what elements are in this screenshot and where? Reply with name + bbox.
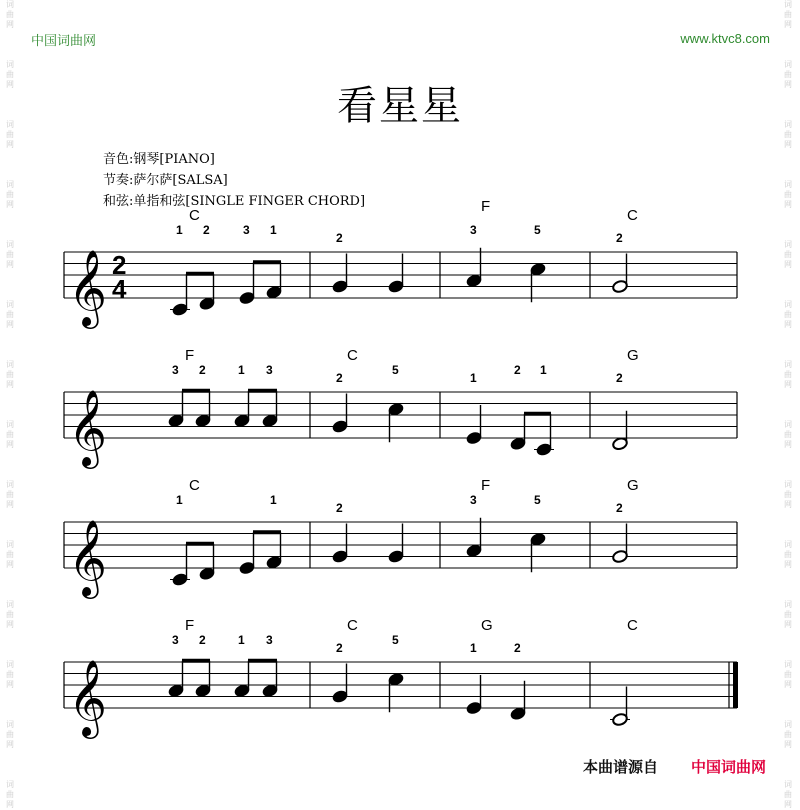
- watermark-column: 词 曲 网: [6, 0, 14, 29]
- watermark-column: 词 曲 网: [784, 480, 792, 509]
- fingering-number: 2: [616, 501, 623, 515]
- watermark-column: 词 曲 网: [6, 720, 14, 749]
- watermark-column: 词 曲 网: [784, 60, 792, 89]
- chord-symbol: C: [627, 207, 638, 224]
- fingering-number: 2: [336, 231, 343, 245]
- watermark-column: 词 曲 网: [6, 420, 14, 449]
- watermark-column: 词 曲 网: [784, 180, 792, 209]
- fingering-number: 2: [336, 371, 343, 385]
- fingering-number: 2: [336, 501, 343, 515]
- fingering-number: 3: [266, 633, 273, 647]
- fingering-number: 2: [203, 223, 210, 237]
- time-signature-bottom: 4: [112, 274, 127, 304]
- fingering-number: 2: [514, 641, 521, 655]
- fingering-number: 1: [470, 641, 477, 655]
- chord-symbol: C: [189, 207, 200, 224]
- watermark-column: 词 曲 网: [784, 720, 792, 749]
- chord-symbol: C: [189, 477, 200, 494]
- final-barline-thick: [733, 662, 738, 708]
- chord-symbol: F: [481, 477, 491, 494]
- treble-clef-icon: 𝄞: [68, 520, 108, 594]
- fingering-number: 2: [616, 371, 623, 385]
- fingering-number: 5: [534, 223, 541, 237]
- watermark-column: 词 曲 网: [6, 120, 14, 149]
- source-site[interactable]: 中国词曲网: [690, 758, 766, 776]
- chord-symbol: G: [627, 347, 639, 364]
- watermark-column: 词 曲 网: [6, 240, 14, 269]
- site-name-left[interactable]: 中国词曲网: [31, 34, 97, 49]
- chord-symbol: G: [627, 477, 639, 494]
- fingering-number: 5: [392, 363, 399, 377]
- fingering-number: 1: [238, 363, 245, 377]
- source-label: 本曲谱源自: [582, 758, 658, 776]
- fingering-number: 1: [470, 371, 477, 385]
- watermark-column: 词 曲 网: [6, 780, 14, 809]
- chord-symbol: F: [481, 198, 491, 215]
- fingering-number: 3: [470, 223, 477, 237]
- watermark-column: 词 曲 网: [784, 360, 792, 389]
- song-title: 看星星: [337, 83, 463, 129]
- watermark-column: 词 曲 网: [6, 60, 14, 89]
- fingering-number: 3: [470, 493, 477, 507]
- site-url-right[interactable]: www.ktvc8.com: [680, 31, 770, 46]
- watermark-column: 词 曲 网: [784, 660, 792, 689]
- fingering-number: 2: [616, 231, 623, 245]
- chord-symbol: C: [347, 347, 358, 364]
- treble-clef-icon: 𝄞: [68, 390, 108, 464]
- treble-clef-icon: 𝄞: [68, 660, 108, 734]
- fingering-number: 2: [336, 641, 343, 655]
- rhythm-setting: 节奏:萨尔萨[SALSA]: [103, 173, 228, 188]
- fingering-number: 2: [514, 363, 521, 377]
- watermark-column: 词 曲 网: [6, 360, 14, 389]
- fingering-number: 5: [392, 633, 399, 647]
- fingering-number: 1: [176, 493, 183, 507]
- fingering-number: 1: [540, 363, 547, 377]
- tone-setting: 音色:钢琴[PIANO]: [103, 152, 215, 167]
- chord-mode-setting: 和弦:单指和弦[SINGLE FINGER CHORD]: [103, 194, 366, 209]
- fingering-number: 2: [199, 633, 206, 647]
- chord-symbol: F: [185, 347, 195, 364]
- fingering-number: 1: [238, 633, 245, 647]
- watermark-column: 词 曲 网: [784, 300, 792, 329]
- fingering-number: 2: [199, 363, 206, 377]
- watermark-column: 词 曲 网: [784, 120, 792, 149]
- watermark-column: 词 曲 网: [6, 540, 14, 569]
- fingering-number: 3: [266, 363, 273, 377]
- watermark-column: 词 曲 网: [6, 480, 14, 509]
- fingering-number: 3: [172, 633, 179, 647]
- watermark-column: 词 曲 网: [784, 780, 792, 809]
- chord-symbol: C: [627, 617, 638, 634]
- treble-clef-icon: 𝄞: [68, 250, 108, 324]
- chord-symbol: C: [347, 617, 358, 634]
- watermark-column: 词 曲 网: [784, 0, 792, 29]
- watermark-column: 词 曲 网: [6, 180, 14, 209]
- watermark-column: 词 曲 网: [784, 540, 792, 569]
- watermark-column: 词 曲 网: [6, 660, 14, 689]
- time-signature-top: 2: [112, 250, 127, 280]
- watermark-column: 词 曲 网: [6, 600, 14, 629]
- fingering-number: 5: [534, 493, 541, 507]
- watermark-column: 词 曲 网: [784, 420, 792, 449]
- chord-symbol: G: [481, 617, 493, 634]
- fingering-number: 3: [172, 363, 179, 377]
- fingering-number: 1: [176, 223, 183, 237]
- watermark-column: 词 曲 网: [6, 300, 14, 329]
- chord-symbol: F: [185, 617, 195, 634]
- fingering-number: 1: [270, 223, 277, 237]
- fingering-number: 1: [270, 493, 277, 507]
- watermark-column: 词 曲 网: [784, 600, 792, 629]
- watermark-column: 词 曲 网: [784, 240, 792, 269]
- fingering-number: 3: [243, 223, 250, 237]
